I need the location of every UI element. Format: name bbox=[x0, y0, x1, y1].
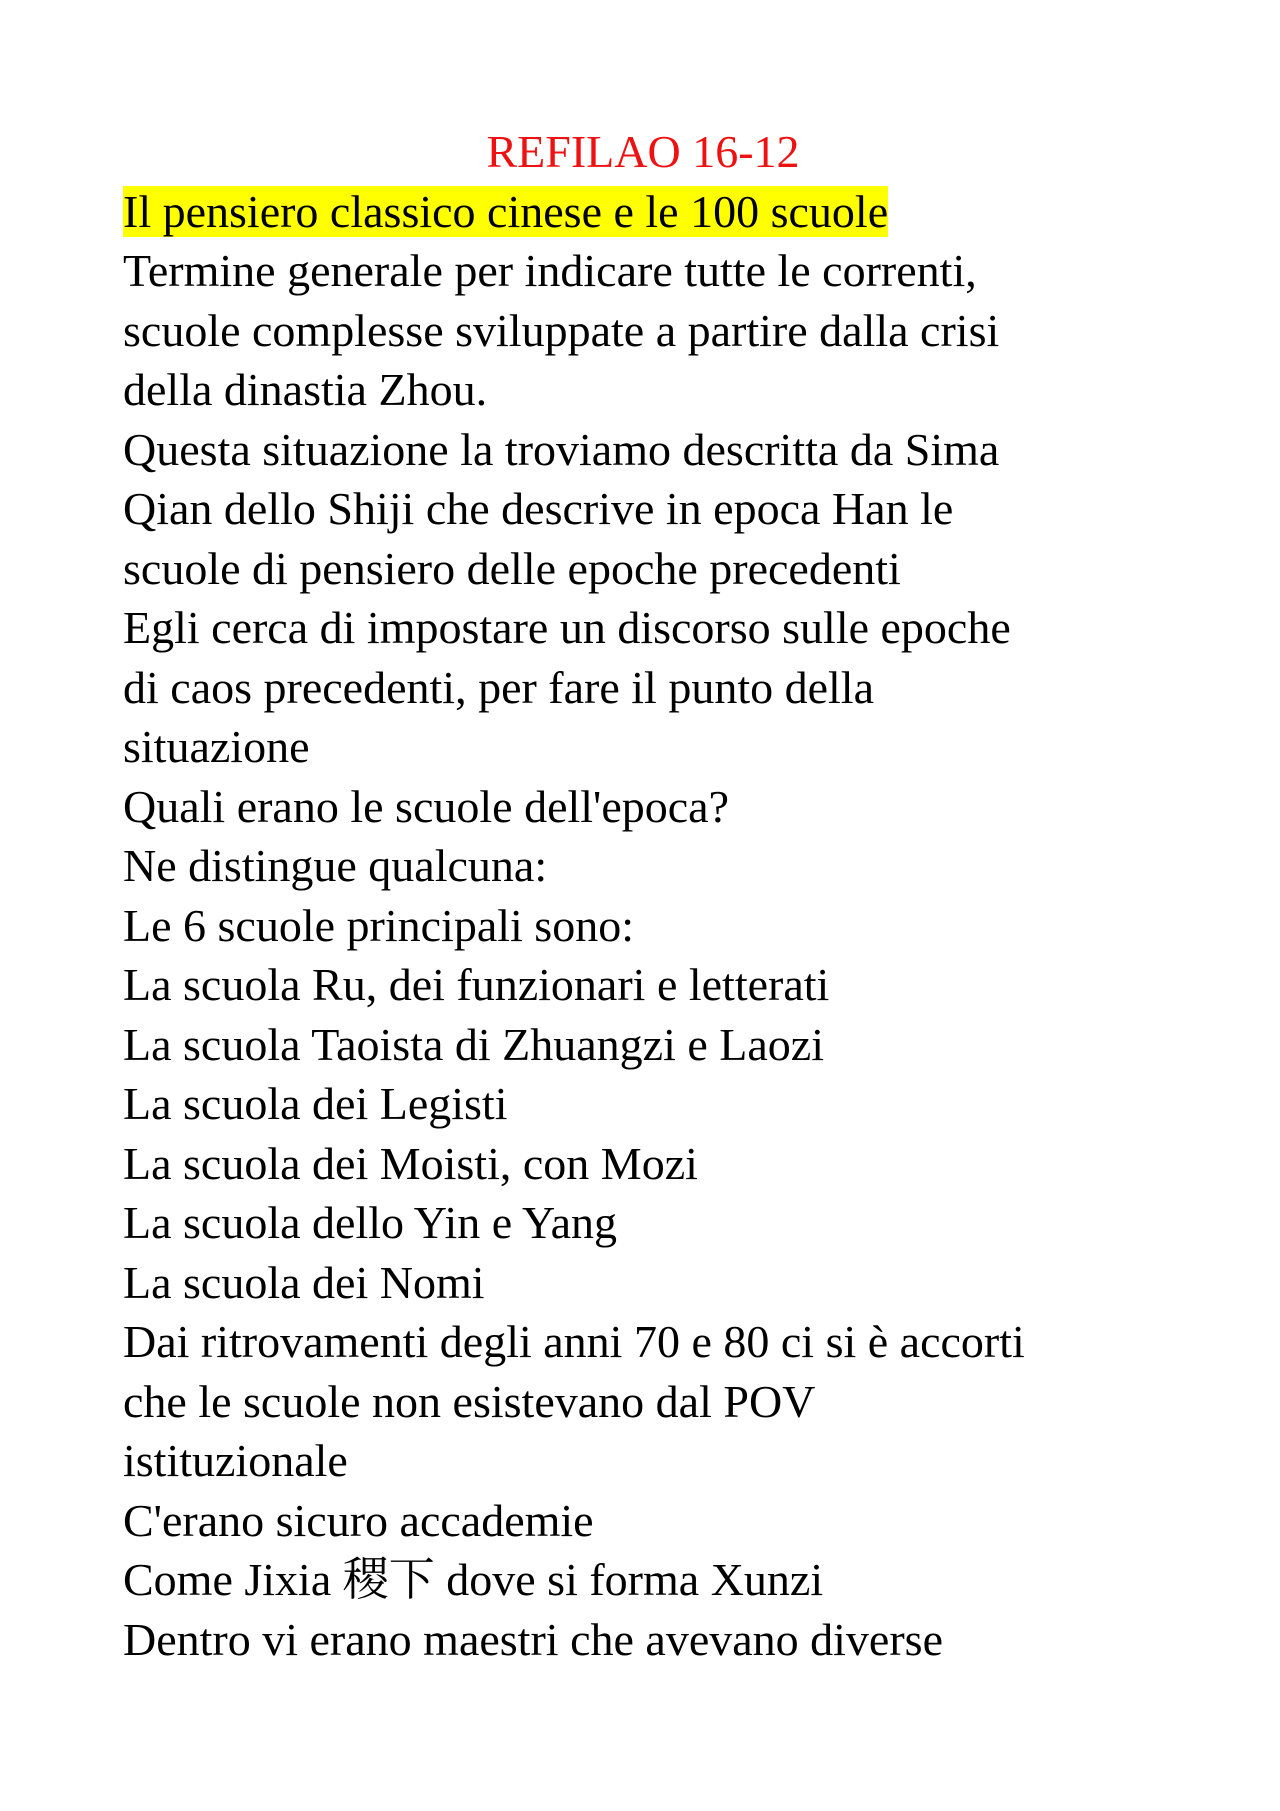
text-line: istituzionale bbox=[123, 1435, 348, 1486]
text-line: La scuola Ru, dei funzionari e letterati bbox=[123, 959, 830, 1010]
text-line: La scuola dei Nomi bbox=[123, 1256, 485, 1308]
text-line: Questa situazione la troviamo descritta da Sima bbox=[123, 423, 1000, 475]
highlighted-heading: Il pensiero classico cinese e le 100 scuole bbox=[123, 185, 889, 237]
text-line: Le 6 scuole principali sono: bbox=[123, 899, 634, 951]
text-line: di caos precedenti, per fare il punto della bbox=[123, 661, 875, 713]
text-line: Ne distingue qualcuna: bbox=[123, 840, 548, 891]
text-line: che le scuole non esistevano dal POV bbox=[123, 1375, 816, 1427]
text-line: situazione bbox=[123, 721, 310, 772]
text-line: C'erano sicuro accademie bbox=[123, 1494, 594, 1546]
text-line: scuole complesse sviluppate a partire dalla crisi bbox=[123, 304, 1000, 356]
text-line: Qian dello Shiji che descrive in epoca Han le bbox=[123, 483, 954, 534]
text-line: La scuola dei Moisti, con Mozi bbox=[123, 1137, 698, 1189]
document-title: REFILAO 16-12 bbox=[486, 126, 800, 177]
document-body bbox=[123, 122, 1183, 1669]
text-line: scuole di pensiero delle epoche precedenti bbox=[123, 542, 901, 594]
text-line: Quali erano le scuole dell'epoca? bbox=[123, 780, 729, 832]
text-line: Termine generale per indicare tutte le correnti, bbox=[123, 245, 977, 296]
text-line: La scuola Taoista di Zhuangzi e Laozi bbox=[123, 1018, 825, 1070]
notes-text bbox=[123, 241, 1183, 1669]
text-line: della dinastia Zhou. bbox=[123, 364, 488, 415]
text-line: Come Jixia 稷下 dove si forma Xunzi bbox=[123, 1554, 824, 1605]
document-heading-line bbox=[123, 182, 1183, 242]
text-line: La scuola dei Legisti bbox=[123, 1078, 508, 1129]
text-line: La scuola dello Yin e Yang bbox=[123, 1197, 618, 1248]
text-line: Egli cerca di impostare un discorso sulle epoche bbox=[123, 602, 1011, 653]
text-line: Dentro vi erano maestri che avevano diverse bbox=[123, 1613, 943, 1665]
text-line: Dai ritrovamenti degli anni 70 e 80 ci si è accorti bbox=[123, 1316, 1025, 1367]
